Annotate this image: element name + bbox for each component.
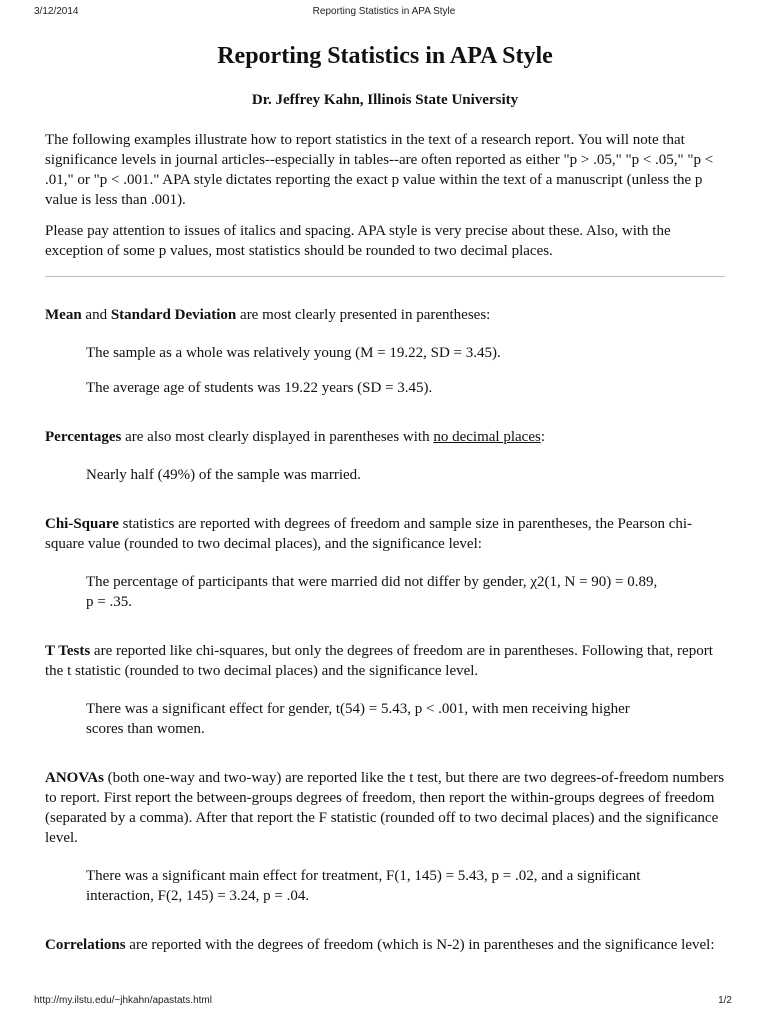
mean-sd-paragraph [45, 305, 725, 325]
percentages-colon: : [540, 429, 545, 445]
anovas-example: There was a significant main effect for treatment, F(1, 145) = 5.43, p = .02, and a significant interaction, F(2, 145) = 3.24, p = .04. [86, 868, 641, 904]
mean-term: Mean [45, 307, 82, 323]
mean-sd-example-2: The average age of students was 19.22 years (SD = 3.45). [86, 380, 433, 396]
percentages-text: are also most clearly displayed in parentheses with [121, 429, 434, 445]
anovas-term: ANOVAs [45, 770, 104, 786]
page-title: Reporting Statistics in APA Style [217, 43, 553, 69]
print-page-title: Reporting Statistics in APA Style [312, 6, 456, 17]
t-tests-paragraph [45, 641, 725, 681]
sd-term: Standard Deviation [110, 307, 237, 323]
correlations-paragraph [45, 935, 725, 955]
print-page-number: 1/2 [718, 995, 732, 1006]
and-text: and [81, 307, 111, 323]
intro-paragraph-2: Please pay attention to issues of italics and spacing. APA style is very precise about these. Also, with the exception of some p values, most statistics should be rounded to two decimal places. [45, 223, 671, 259]
percentages-example: Nearly half (49%) of the sample was married. [86, 467, 361, 483]
chi-square-paragraph [45, 514, 725, 554]
t-tests-text: are reported like chi-squares, but only the degrees of freedom are in parentheses. Following that, report the t statistic (rounded to two decimal places) and the significance level. [45, 643, 713, 679]
chi-square-text: statistics are reported with degrees of freedom and sample size in parentheses, the Pearson chi-square value (rounded to two decimal places), and the significance level: [45, 516, 693, 552]
correlations-text: are reported with the degrees of freedom (which is N-2) in parentheses and the significance level: [125, 937, 715, 953]
percentages-term: Percentages [45, 429, 122, 445]
print-date: 3/12/2014 [34, 6, 79, 17]
mean-sd-text: are most clearly presented in parentheses: [236, 307, 491, 323]
chi-square-term: Chi-Square [45, 516, 119, 532]
print-url: http://my.ilstu.edu/~jhkahn/apastats.html [34, 995, 212, 1006]
percentages-paragraph [45, 427, 725, 447]
document-body [45, 40, 725, 955]
intro-paragraph-1: The following examples illustrate how to report statistics in the text of a research report. You will note that significance levels in journal articles--especially in tables--are often reported as either "p > .05," "p < .05," "p < .01," or "p < .001." APA style dictates reporting the exact p value within the text of a manuscript (unless the p value is less than .001). [45, 132, 714, 208]
anovas-text: (both one-way and two-way) are reported like the t test, but there are two degrees-of-freedom numbers to report. First report the between-groups degrees of freedom, then report the within-groups degrees of freedom (separated by a comma). After that report the F statistic (rounded off to two decimal places) and the significance level. [45, 770, 725, 846]
mean-sd-example-1: The sample as a whole was relatively young (M = 19.22, SD = 3.45). [86, 345, 501, 361]
correlations-term: Correlations [45, 937, 126, 953]
section-divider [45, 276, 725, 277]
no-decimal-places-text: no decimal places [433, 429, 541, 445]
author-line: Dr. Jeffrey Kahn, Illinois State University [251, 92, 519, 108]
chi-square-example: The percentage of participants that were married did not differ by gender, χ2(1, N = 90) = 0.89, p = .35. [86, 574, 658, 610]
t-tests-term: T Tests [45, 643, 91, 659]
anovas-paragraph [45, 768, 725, 848]
t-tests-example: There was a significant effect for gender, t(54) = 5.43, p < .001, with men receiving higher scores than women. [86, 701, 630, 737]
